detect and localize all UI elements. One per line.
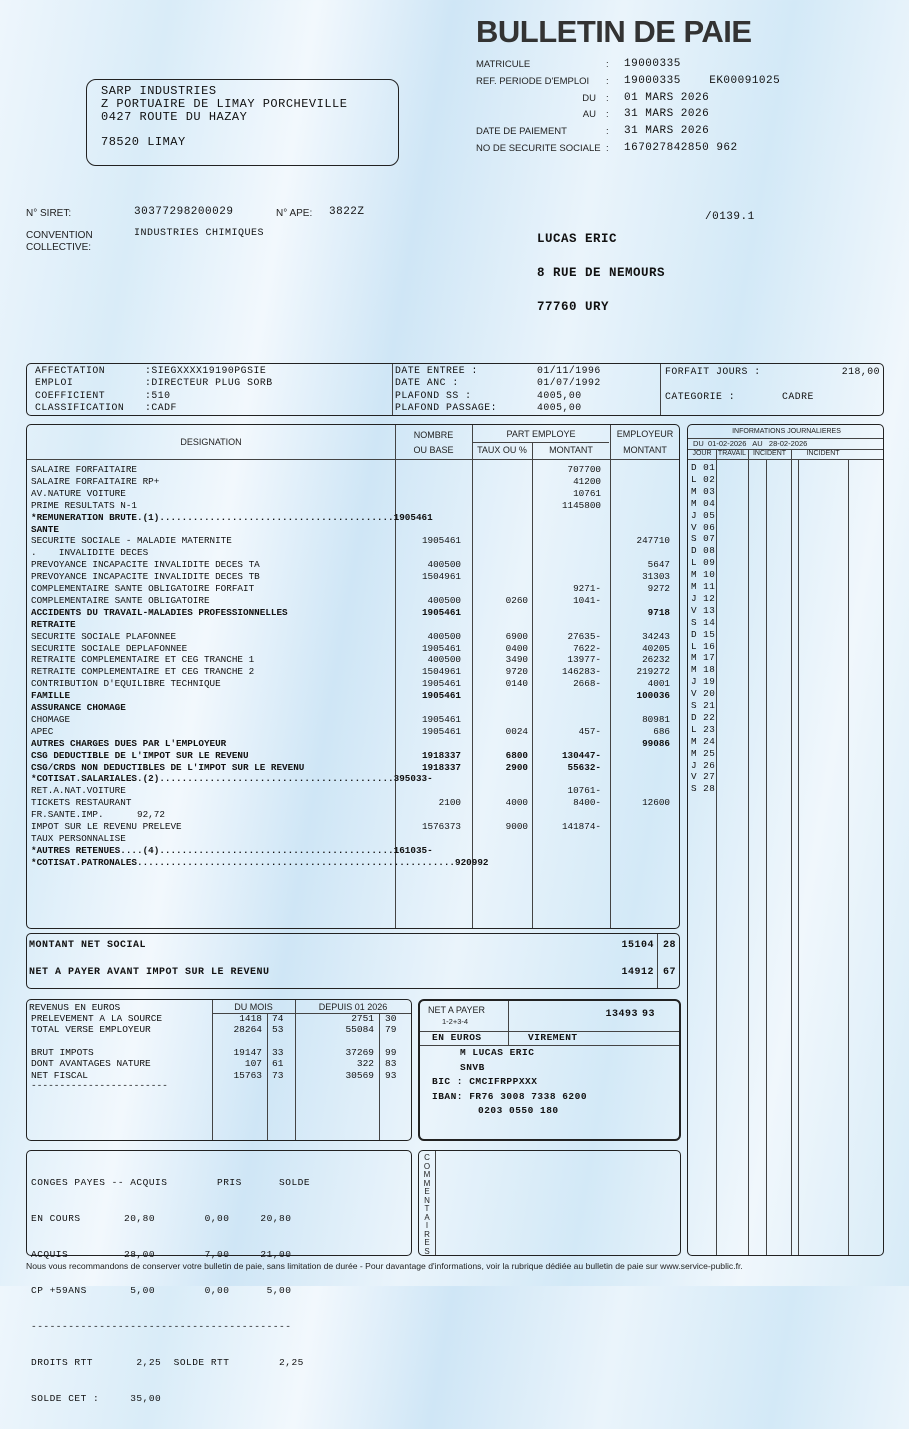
employeur-header: EMPLOYEUR xyxy=(616,429,674,439)
header-info-value: 19000335 xyxy=(624,58,681,70)
revenus-mois-int: 15763 xyxy=(233,1069,262,1081)
net-social-int: 15104 xyxy=(621,940,654,951)
conges-separator: ------------------------------------------ xyxy=(31,1321,292,1332)
day-cell: M 24 xyxy=(691,735,716,747)
pay-line-montant: 10761 xyxy=(573,487,601,499)
convention-value: INDUSTRIES CHIMIQUES xyxy=(134,228,265,239)
pay-line-taux: 2900 xyxy=(505,761,528,773)
pay-line-designation: APEC xyxy=(31,725,54,737)
revenus-label: TOTAL VERSE EMPLOYEUR xyxy=(31,1024,151,1036)
day-cell: J 05 xyxy=(691,509,716,521)
revenus-depuis-int: 55084 xyxy=(345,1024,374,1036)
nombre-header: NOMBRE xyxy=(413,430,454,440)
commentaires-label xyxy=(422,1154,432,1256)
affectation-value: :DIRECTEUR PLUG SORB xyxy=(145,377,273,389)
pay-line-taux: 4000 xyxy=(505,797,528,809)
pay-line-designation: RETRAITE COMPLEMENTAIRE ET CEG TRANCHE 2 xyxy=(31,666,255,678)
pay-line-montant: 707700 xyxy=(567,464,601,475)
employee-address: 8 RUE DE NEMOURS xyxy=(537,266,666,280)
day-cell: M 11 xyxy=(691,581,716,592)
employee-city: 77760 URY xyxy=(537,300,610,314)
pay-line-designation: SECURITE SOCIALE - MALADIE MATERNITE xyxy=(31,535,232,547)
commentaires-letter: M xyxy=(423,1170,431,1179)
pay-line xyxy=(27,666,679,678)
day-cell: M 17 xyxy=(691,652,716,664)
pay-line-base: 400500 xyxy=(427,654,461,666)
header-info-label: NO DE SECURITE SOCIALE xyxy=(476,143,601,154)
pay-line-montant: 8400- xyxy=(573,797,601,809)
net-avant-impot-dec: 67 xyxy=(663,967,677,978)
pay-line xyxy=(27,464,679,476)
pay-line-designation: COMPLEMENTAIRE SANTE OBLIGATOIRE xyxy=(31,594,210,606)
pay-line-designation: SECURITE SOCIALE DEPLAFONNEE xyxy=(31,642,188,654)
pay-line xyxy=(27,797,679,809)
header-info-label: DU xyxy=(582,92,596,104)
affectation-value: 01/11/1996 xyxy=(537,365,601,376)
revenus-depuis-dec: 99 xyxy=(385,1046,397,1058)
pay-line-employeur: 99086 xyxy=(642,737,670,749)
pay-line-designation: SECURITE SOCIALE PLAFONNEE xyxy=(31,630,177,642)
day-cell: D 08 xyxy=(691,545,716,557)
col-jour: JOUR xyxy=(692,450,712,457)
net-avant-impot-int: 14912 xyxy=(621,967,654,978)
pay-line-taux: 0400 xyxy=(505,642,528,654)
pay-line-montant: 9271- xyxy=(573,583,601,594)
pay-line-designation: IMPOT SUR LE REVENU PRELEVE xyxy=(31,821,182,832)
employer-city: 78520 LIMAY xyxy=(101,135,186,149)
revenus-mois-dec: 33 xyxy=(272,1046,284,1058)
payment-mode: VIREMENT xyxy=(528,1032,578,1043)
pay-line-base: 1504961 xyxy=(421,571,461,583)
col-travail: TRAVAIL xyxy=(717,450,747,457)
pay-line xyxy=(27,821,679,833)
day-cell: S 14 xyxy=(691,616,716,628)
day-cell: S 28 xyxy=(691,783,716,795)
header-info-sep: : xyxy=(606,75,609,87)
affectation-value: :SIEGXXXX19190PGSIE xyxy=(145,365,267,376)
day-cell: V 27 xyxy=(691,771,716,783)
affectation-label: COEFFICIENT xyxy=(35,389,106,401)
pay-line-employeur: 80981 xyxy=(642,713,670,725)
pay-line xyxy=(27,607,679,619)
pay-line-montant: 1041- xyxy=(573,594,601,606)
pay-line-employeur: 686 xyxy=(653,725,670,737)
affectation-value: :510 xyxy=(145,389,171,401)
pay-line-taux: 9000 xyxy=(505,821,528,832)
pay-line xyxy=(27,738,679,750)
siret-value: 30377298200029 xyxy=(134,206,234,218)
pay-line-montant: 13977- xyxy=(567,654,601,666)
pay-line xyxy=(27,762,679,774)
header-info xyxy=(476,59,896,169)
pay-line-employeur: 100036 xyxy=(636,690,670,702)
pay-line xyxy=(27,643,679,655)
day-cell: D 22 xyxy=(691,711,716,723)
header-info-value: 01 MARS 2026 xyxy=(624,91,710,104)
header-info-label: DATE DE PAIEMENT xyxy=(476,126,567,138)
pay-line-taux: 0260 xyxy=(505,594,528,606)
iban-1: IBAN: FR76 3008 7338 6200 xyxy=(432,1090,588,1102)
pay-line-base: 400500 xyxy=(427,594,461,606)
solde-cet: SOLDE CET : 35,00 xyxy=(31,1393,162,1404)
pay-line-montant: 146283- xyxy=(561,666,601,678)
pay-line-montant: 457- xyxy=(578,725,601,737)
commentaires-box xyxy=(418,1150,681,1256)
convention-label: CONVENTION COLLECTIVE: xyxy=(26,230,93,253)
base-header: OU BASE xyxy=(413,445,454,455)
info-journ-title: INFORMATIONS JOURNALIERES xyxy=(732,428,841,435)
pay-line xyxy=(27,845,679,857)
pay-line-designation: *COTISAT.PATRONALES.........................................................920992 xyxy=(31,856,489,868)
header-info-sep: : xyxy=(606,92,609,104)
iban-2: 0203 0550 180 xyxy=(478,1105,559,1116)
pay-line-montant: 27635- xyxy=(567,630,601,642)
pay-line-designation: CSG DEDUCTIBLE DE L'IMPOT SUR LE REVENU xyxy=(31,749,249,761)
employment-details-box xyxy=(26,363,884,416)
affectation-value: 01/07/1992 xyxy=(537,377,601,389)
pay-line xyxy=(27,809,679,821)
pay-line-montant: 141874- xyxy=(561,821,601,832)
revenus-label: DONT AVANTAGES NATURE xyxy=(31,1058,151,1070)
pay-line xyxy=(27,619,679,631)
pay-line-designation: FR.SANTE.IMP. 92,72 xyxy=(31,809,165,821)
day-cell: V 20 xyxy=(691,688,716,700)
taux-header: TAUX OU % xyxy=(477,445,527,455)
pay-line-base: 1918337 xyxy=(421,761,461,773)
pay-line-designation: *AUTRES RETENUES....(4)..........................................161035- xyxy=(31,844,433,856)
pay-line-employeur: 34243 xyxy=(642,630,670,642)
net-avant-impot-label: NET A PAYER AVANT IMPOT SUR LE REVENU xyxy=(29,967,270,978)
revenus-depuis-dec: 30 xyxy=(385,1013,397,1024)
pay-line xyxy=(27,714,679,726)
currency-label: EN EUROS xyxy=(432,1032,482,1043)
pay-line-employeur: 247710 xyxy=(636,535,670,547)
pay-line-base: 1918337 xyxy=(421,749,461,761)
revenus-depuis-dec: 93 xyxy=(385,1069,397,1081)
pay-line xyxy=(27,476,679,488)
header-info-value: 31 MARS 2026 xyxy=(624,125,710,138)
pay-line-designation: PREVOYANCE INCAPACITE INVALIDITE DECES TB xyxy=(31,571,260,583)
pay-line-designation: CHOMAGE xyxy=(31,713,71,725)
header-info-label: MATRICULE xyxy=(476,59,531,70)
day-cell: J 19 xyxy=(691,676,716,688)
pay-line xyxy=(27,785,679,797)
bank-name: SNVB xyxy=(460,1061,485,1073)
pay-line-taux: 3490 xyxy=(505,654,528,666)
pay-line xyxy=(27,595,679,607)
net-a-payer-int: 13493 xyxy=(605,1009,638,1020)
conges-row-cp59: CP +59ANS 5,00 0,00 5,00 xyxy=(31,1285,292,1296)
day-cell: M 03 xyxy=(691,485,716,497)
pay-line xyxy=(27,500,679,512)
pay-line-montant: 130447- xyxy=(561,749,601,761)
pay-line-taux: 0024 xyxy=(505,725,528,737)
affectation-value: CADRE xyxy=(782,391,814,402)
revenus-depuis-dec: 79 xyxy=(385,1024,397,1036)
day-cell: S 21 xyxy=(691,700,716,711)
pay-lines-table xyxy=(26,424,680,929)
pay-line-employeur: 4001 xyxy=(647,678,670,690)
net-amounts-box xyxy=(26,933,680,989)
montant-employeur-header: MONTANT xyxy=(623,445,667,455)
affectation-value: 4005,00 xyxy=(537,401,582,413)
pay-line-base: 1905461 xyxy=(421,535,461,547)
pay-line-base: 1905461 xyxy=(421,725,461,737)
pay-line-designation: PREVOYANCE INCAPACITE INVALIDITE DECES TA xyxy=(31,559,260,571)
header-info-value: 167027842850 962 xyxy=(624,142,738,154)
revenus-label: BRUT IMPOTS xyxy=(31,1046,94,1058)
pay-line xyxy=(27,690,679,702)
day-cell: M 10 xyxy=(691,569,716,581)
droits-rtt: DROITS RTT 2,25 SOLDE RTT 2,25 xyxy=(31,1357,304,1368)
pay-line-base: 1905461 xyxy=(421,713,461,725)
affectation-label: AFFECTATION xyxy=(35,365,106,376)
revenus-mois-int: 28264 xyxy=(233,1024,262,1036)
pay-line-base: 1576373 xyxy=(421,821,461,832)
revenus-label: PRELEVEMENT A LA SOURCE xyxy=(31,1013,163,1024)
affectation-label: FORFAIT JOURS : xyxy=(665,366,761,377)
pay-line xyxy=(27,833,679,845)
affectation-label: PLAFOND SS : xyxy=(395,389,472,401)
pay-line-designation: CSG/CRDS NON DEDUCTIBLES DE L'IMPOT SUR LE REVENU xyxy=(31,761,305,773)
payment-box xyxy=(418,999,681,1141)
pay-line xyxy=(27,512,679,524)
informations-journalieres-box xyxy=(687,424,884,1256)
commentaires-letter: M xyxy=(423,1178,431,1188)
pay-line-designation: RET.A.NAT.VOITURE xyxy=(31,785,126,797)
col-incident-1: INCIDENT xyxy=(752,450,787,457)
affectation-label: PLAFOND PASSAGE: xyxy=(395,401,498,413)
pay-line-designation: RETRAITE xyxy=(31,618,76,630)
pay-line-employeur: 9272 xyxy=(647,583,670,594)
designation-header: DESIGNATION xyxy=(180,437,242,447)
pay-line-designation: *COTISAT.SALARIALES.(2)..........................................395033- xyxy=(31,773,433,785)
revenus-mois-int: 1418 xyxy=(239,1013,262,1024)
pay-line-base: 1905461 xyxy=(421,678,461,690)
pay-line-designation: SALAIRE FORFAITAIRE xyxy=(31,464,138,475)
net-a-payer-dec: 93 xyxy=(642,1009,656,1020)
conges-row-en-cours: EN COURS 20,80 0,00 20,80 xyxy=(31,1213,292,1224)
pay-line-designation: PRIME RESULTATS N-1 xyxy=(31,499,138,511)
footer-note: Nous vous recommandons de conserver votre bulletin de paie, sans limitation de durée - Pour davantage d'informations, voir la rubrique dédiée au bulletin de paie sur www.service-public.fr. xyxy=(26,1261,743,1271)
pay-line-taux: 6900 xyxy=(505,630,528,642)
pay-line xyxy=(27,857,679,869)
pay-line xyxy=(27,631,679,643)
part-employe-header: PART EMPLOYE xyxy=(506,429,576,439)
employee-name: LUCAS ERIC xyxy=(537,232,618,246)
header-info-sep: : xyxy=(606,126,609,138)
pay-line-designation: . INVALIDITE DECES xyxy=(31,547,149,559)
revenus-mois-dec: 74 xyxy=(272,1013,284,1024)
pay-line-montant: 10761- xyxy=(567,785,601,797)
revenus-title: REVENUS EN EUROS xyxy=(29,1002,121,1013)
pay-line-designation: AUTRES CHARGES DUES PAR L'EMPLOYEUR xyxy=(31,737,227,749)
ape-value: 3822Z xyxy=(329,206,365,218)
pay-line xyxy=(27,726,679,738)
day-cell: V 13 xyxy=(691,604,716,616)
revenus-depuis-int: 322 xyxy=(356,1058,374,1070)
affectation-value: :CADF xyxy=(145,401,177,413)
revenus-depuis-dec: 83 xyxy=(385,1058,397,1070)
affectation-label: EMPLOI xyxy=(35,377,74,389)
net-social-dec: 28 xyxy=(663,940,677,951)
commentaires-letter: E xyxy=(424,1187,430,1196)
revenus-mois-int: 19147 xyxy=(233,1046,262,1058)
commentaires-letter: T xyxy=(424,1204,430,1213)
pay-line xyxy=(27,678,679,690)
day-cell: L 09 xyxy=(691,557,716,569)
pay-line-designation: AV.NATURE VOITURE xyxy=(31,487,126,499)
commentaires-letter: A xyxy=(424,1212,430,1222)
pay-line xyxy=(27,654,679,666)
revenus-box xyxy=(26,999,412,1141)
affectation-label: DATE ANC : xyxy=(395,377,459,389)
pay-line xyxy=(27,571,679,583)
affectation-label: CATEGORIE : xyxy=(665,391,736,402)
pay-line-employeur: 40205 xyxy=(642,642,670,654)
pay-line xyxy=(27,488,679,500)
pay-line xyxy=(27,559,679,571)
reference-code: /0139.1 xyxy=(705,211,755,223)
siret-label: N° SIRET: xyxy=(26,208,72,219)
commentaires-letter: I xyxy=(425,1221,429,1230)
header-info-label: REF. PERIODE D'EMPLOI xyxy=(476,75,590,87)
pay-line-montant: 55632- xyxy=(567,761,601,773)
affectation-label: CLASSIFICATION xyxy=(35,401,125,413)
commentaires-letter: S xyxy=(424,1246,430,1256)
header-info-sep: : xyxy=(606,109,609,121)
commentaires-letter: N xyxy=(424,1195,430,1205)
pay-line xyxy=(27,583,679,595)
pay-line-designation: ASSURANCE CHOMAGE xyxy=(31,702,126,713)
day-cell: M 04 xyxy=(691,497,716,509)
header-info-sep: : xyxy=(606,143,609,154)
net-a-payer-label: NET A PAYER xyxy=(428,1005,486,1015)
day-cell: J 12 xyxy=(691,592,716,604)
pay-line-employeur: 9718 xyxy=(647,606,670,618)
day-cell: M 18 xyxy=(691,664,716,676)
employer-address-box xyxy=(86,79,399,166)
revenus-depuis-int: 37269 xyxy=(345,1046,374,1058)
pay-line-taux: 6800 xyxy=(505,749,528,761)
pay-line-montant: 1145800 xyxy=(561,499,601,511)
day-cell: J 26 xyxy=(691,759,716,771)
pay-line-designation: TAUX PERSONNALISE xyxy=(31,832,126,844)
commentaires-letter: E xyxy=(424,1238,430,1247)
pay-line-base: 400500 xyxy=(427,630,461,642)
depuis-header: DEPUIS 01 2026 xyxy=(318,1002,388,1012)
pay-line-base: 2100 xyxy=(438,797,461,809)
pay-line-designation: RETRAITE COMPLEMENTAIRE ET CEG TRANCHE 1 xyxy=(31,654,255,666)
day-cell: M 25 xyxy=(691,747,716,759)
pay-line-base: 1905461 xyxy=(421,606,461,618)
pay-line-designation: COMPLEMENTAIRE SANTE OBLIGATOIRE FORFAIT xyxy=(31,583,255,594)
account-holder: M LUCAS ERIC xyxy=(460,1047,535,1058)
net-a-payer-formula: 1-2+3-4 xyxy=(442,1017,469,1026)
document-title: BULLETIN DE PAIE xyxy=(476,14,752,49)
employer-address-2: 0427 ROUTE DU HAZAY xyxy=(101,110,248,124)
pay-line-base: 1905461 xyxy=(421,690,461,702)
day-cell: V 06 xyxy=(691,521,716,533)
revenus-mois-int: 107 xyxy=(244,1058,262,1070)
employer-name: SARP INDUSTRIES xyxy=(101,84,217,98)
pay-line-designation: FAMILLE xyxy=(31,690,71,702)
pay-line-employeur: 12600 xyxy=(642,797,670,809)
day-cell: L 23 xyxy=(691,723,716,735)
revenus-mois-dec: 73 xyxy=(272,1069,284,1081)
pay-line-montant: 41200 xyxy=(573,475,601,487)
pay-line xyxy=(27,535,679,547)
pay-line-designation: CONTRIBUTION D'EQUILIBRE TECHNIQUE xyxy=(31,678,221,690)
pay-line-montant: 2668- xyxy=(573,678,601,690)
pay-line-base: 1504961 xyxy=(421,666,461,678)
commentaires-letter: O xyxy=(423,1161,431,1171)
affectation-value: 4005,00 xyxy=(537,389,582,401)
pay-line-employeur: 5647 xyxy=(647,559,670,571)
commentaires-letter: C xyxy=(424,1153,430,1162)
revenus-depuis-int: 2751 xyxy=(351,1013,374,1024)
revenus-depuis-int: 30569 xyxy=(345,1069,374,1081)
pay-line-designation: *REMUNERATION BRUTE.(1)..........................................1905461 xyxy=(31,511,433,523)
pay-line-montant: 7622- xyxy=(573,642,601,654)
du-mois-header: DU MOIS xyxy=(234,1002,273,1012)
conges-header: CONGES PAYES -- ACQUIS PRIS SOLDE xyxy=(31,1177,311,1188)
header-info-sep: : xyxy=(606,59,609,70)
pay-line-designation: ACCIDENTS DU TRAVAIL-MALADIES PROFESSIONNELLES xyxy=(31,606,288,618)
revenus-dashes: ------------------------ xyxy=(31,1079,168,1091)
pay-line-employeur: 26232 xyxy=(642,654,670,666)
pay-line-designation: SANTE xyxy=(31,523,59,535)
col-incident-2: INCIDENT xyxy=(806,450,840,457)
employer-address-1: Z PORTUAIRE DE LIMAY PORCHEVILLE xyxy=(101,97,348,111)
pay-line-base: 400500 xyxy=(427,559,461,571)
ape-label: N° APE: xyxy=(276,208,313,219)
pay-line xyxy=(27,750,679,762)
pay-line xyxy=(27,702,679,714)
pay-line-designation: SALAIRE FORFAITAIRE RP+ xyxy=(31,475,160,487)
day-cell: D 15 xyxy=(691,628,716,640)
pay-line xyxy=(27,524,679,536)
pay-line-base: 1905461 xyxy=(421,642,461,654)
pay-line xyxy=(27,547,679,559)
day-cell: S 07 xyxy=(691,533,716,545)
day-cell: L 16 xyxy=(691,640,716,652)
pay-line-employeur: 219272 xyxy=(636,666,670,678)
day-cell: D 01 xyxy=(691,462,716,473)
revenus-mois-dec: 53 xyxy=(272,1024,284,1036)
pay-line-employeur: 31303 xyxy=(642,571,670,583)
pay-line xyxy=(27,773,679,785)
header-info-label: AU xyxy=(582,109,596,121)
pay-line-designation: TICKETS RESTAURANT xyxy=(31,797,132,809)
affectation-value: 218,00 xyxy=(841,366,880,377)
revenus-label: NET FISCAL xyxy=(31,1069,89,1081)
header-info-value: 31 MARS 2026 xyxy=(624,108,710,121)
info-journ-period: DU 01-02-2026 AU 28-02-2026 xyxy=(693,439,808,448)
affectation-label: DATE ENTREE : xyxy=(395,365,478,376)
commentaires-letter: R xyxy=(424,1229,430,1239)
conges-row-acquis: ACQUIS 28,00 7,00 21,00 xyxy=(31,1249,292,1260)
pay-line-taux: 9720 xyxy=(505,666,528,678)
pay-line-taux: 0140 xyxy=(505,678,528,690)
montant-header: MONTANT xyxy=(549,445,593,455)
bic: BIC : CMCIFRPPXXX xyxy=(432,1076,538,1087)
day-cell: L 02 xyxy=(691,473,716,485)
revenus-mois-dec: 61 xyxy=(272,1058,284,1070)
header-info-value: 19000335 EK00091025 xyxy=(624,74,781,87)
net-social-label: MONTANT NET SOCIAL xyxy=(29,940,147,951)
